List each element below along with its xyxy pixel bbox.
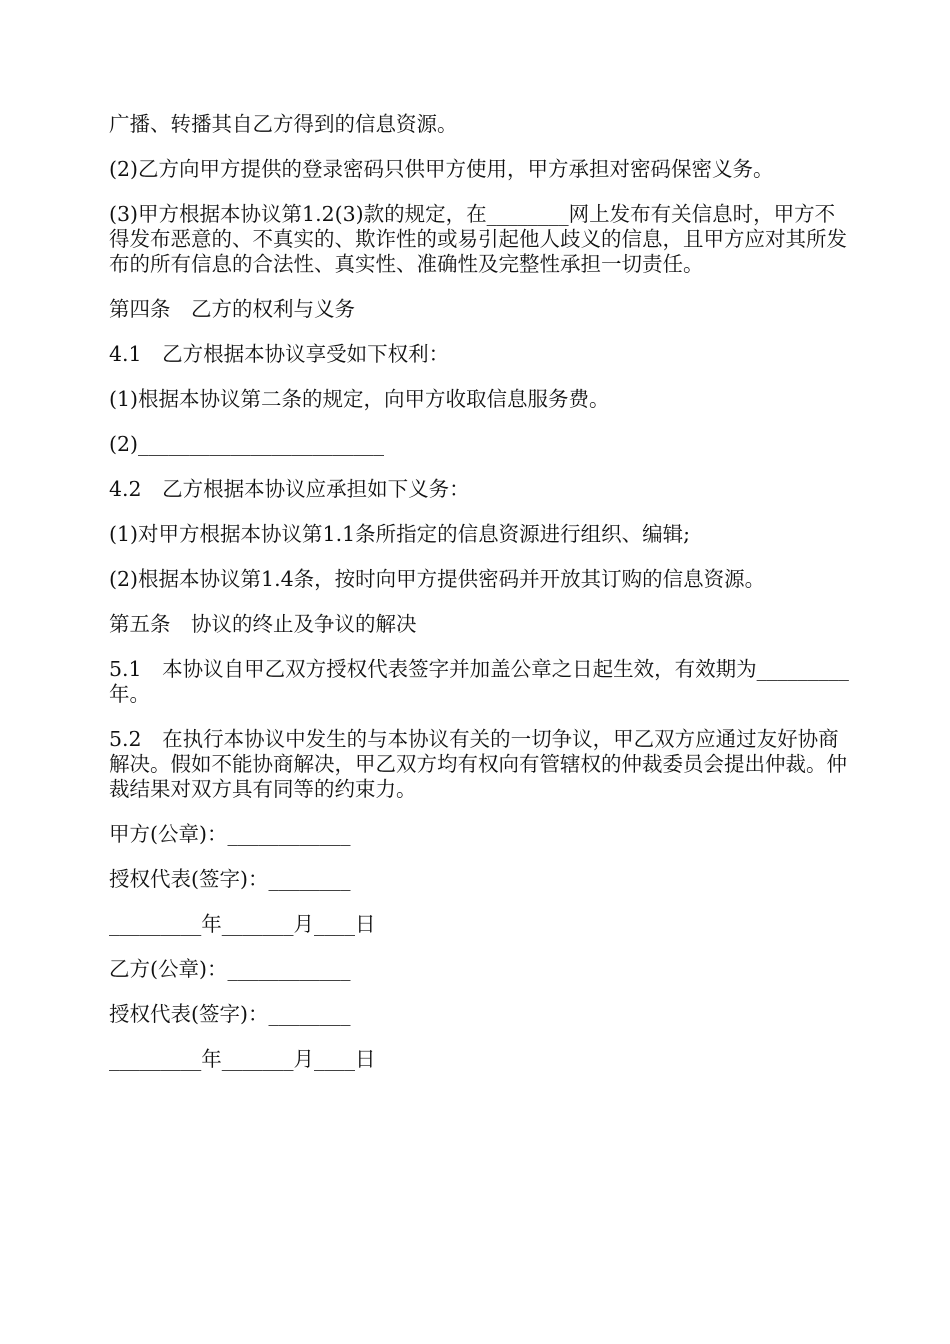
clause-4-1-item-1: (1)根据本协议第二条的规定，向甲方收取信息服务费。 <box>109 387 610 411</box>
clause-4-1: 4.1 乙方根据本协议享受如下权利： <box>109 342 450 366</box>
clause-4-2-item-1: (1)对甲方根据本协议第1.1条所指定的信息资源进行组织、编辑; <box>109 522 691 546</box>
clause-4-1-item-2: (2)________________________ <box>109 432 385 456</box>
party-b-signature-line: 授权代表(签字)：________ <box>109 1002 351 1026</box>
clause-4-2-item-2: (2)根据本协议第1.4条，按时向甲方提供密码并开放其订购的信息资源。 <box>109 567 766 591</box>
party-b-date-line: _________年_______月____日 <box>109 1047 376 1071</box>
party-b-seal-line: 乙方(公章)：____________ <box>109 957 351 981</box>
party-a-seal-line: 甲方(公章)：____________ <box>109 822 351 846</box>
clause-4-2: 4.2 乙方根据本协议应承担如下义务： <box>109 477 470 501</box>
paragraph-publishing-clause: (3)甲方根据本协议第1.2(3)款的规定，在________网上发布有关信息时，甲方不得发布恶意的、不真实的、欺诈性的或易引起他人歧义的信息，且甲方应对其所发布的所有信息的合法性、真实性、准确性及完整性承担一切责任。 <box>109 202 847 276</box>
party-a-date-line: _________年_______月____日 <box>109 912 376 936</box>
paragraph-password-clause: (2)乙方向甲方提供的登录密码只供甲方使用，甲方承担对密码保密义务。 <box>109 157 774 181</box>
heading-article-5: 第五条 协议的终止及争议的解决 <box>109 612 417 636</box>
paragraph-continuation: 广播、转播其自乙方得到的信息资源。 <box>109 112 458 136</box>
clause-5-2: 5.2 在执行本协议中发生的与本协议有关的一切争议，甲乙双方应通过友好协商解决。假如不能协商解决，甲乙双方均有权向有管辖权的仲裁委员会提出仲裁。仲裁结果对双方具有同等的约束力。 <box>109 727 847 801</box>
heading-article-4: 第四条 乙方的权利与义务 <box>109 297 355 321</box>
party-a-signature-line: 授权代表(签字)：________ <box>109 867 351 891</box>
clause-5-1: 5.1 本协议自甲乙双方授权代表签字并加盖公章之日起生效，有效期为_________年。 <box>109 657 849 706</box>
document-page <box>109 112 854 1092</box>
